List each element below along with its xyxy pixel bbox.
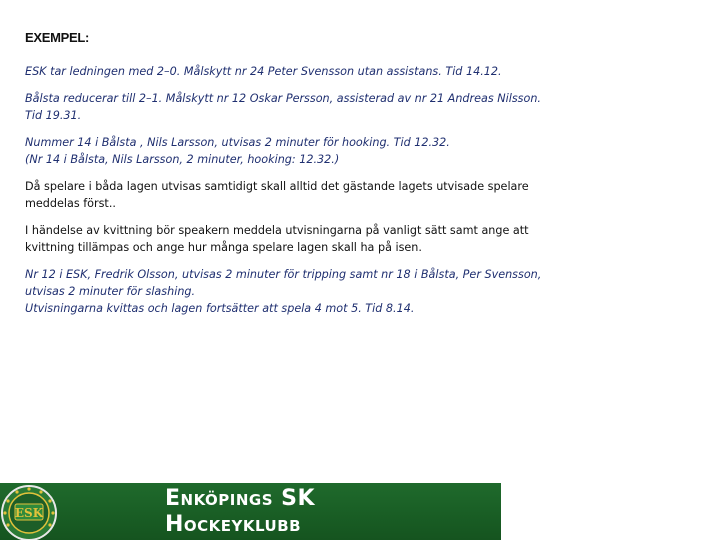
paragraph-rule-simultaneous — [25, 178, 695, 212]
paragraph-line: utvisas 2 minuter för slashing. — [25, 285, 196, 298]
logo-text: ESK — [14, 506, 44, 520]
paragraph-line: (Nr 14 i Bålsta, Nils Larsson, 2 minuter, hooking: 12.32.) — [25, 153, 340, 166]
paragraph-line: meddelas först.. — [25, 197, 116, 210]
paragraph-line: Då spelare i båda lagen utvisas samtidigt skall alltid det gästande lagets utvisade spelare — [25, 180, 529, 193]
club-name-line1: Enköpings SK — [165, 486, 316, 511]
paragraph-line: Bålsta reducerar till 2–1. Målskytt nr 12 Oskar Persson, assisterad av nr 21 Andreas Nilsson. — [25, 92, 541, 105]
paragraph-penalty-hooking — [25, 134, 695, 168]
paragraph-penalty-offsetting — [25, 266, 695, 317]
paragraph-rule-offsetting — [25, 222, 695, 256]
club-logo-icon — [0, 484, 58, 540]
paragraph-goal-balsta — [25, 90, 695, 124]
paragraph-goal-esk — [25, 63, 695, 80]
paragraph-line: ESK tar ledningen med 2–0. Målskytt nr 24 Peter Svensson utan assistans. Tid 14.12. — [25, 65, 502, 78]
document-body — [25, 30, 695, 327]
club-name — [165, 486, 315, 538]
paragraph-line: Nummer 14 i Bålsta , Nils Larsson, utvisas 2 minuter för hooking. Tid 12.32. — [25, 136, 450, 149]
paragraph-line: Utvisningarna kvittas och lagen fortsätter att spela 4 mot 5. Tid 8.14. — [25, 302, 415, 315]
club-name-line2: Hockeyklubb — [165, 512, 302, 537]
paragraph-line: I händelse av kvittning bör speakern meddela utvisningarna på vanligt sätt samt ange att — [25, 224, 529, 237]
paragraph-line: Nr 12 i ESK, Fredrik Olsson, utvisas 2 minuter för tripping samt nr 18 i Bålsta, Per Svensson, — [25, 268, 542, 281]
paragraph-line: kvittning tillämpas och ange hur många spelare lagen skall ha på isen. — [25, 241, 422, 254]
example-heading: EXEMPEL: — [25, 30, 90, 45]
paragraph-line: Tid 19.31. — [25, 109, 82, 122]
